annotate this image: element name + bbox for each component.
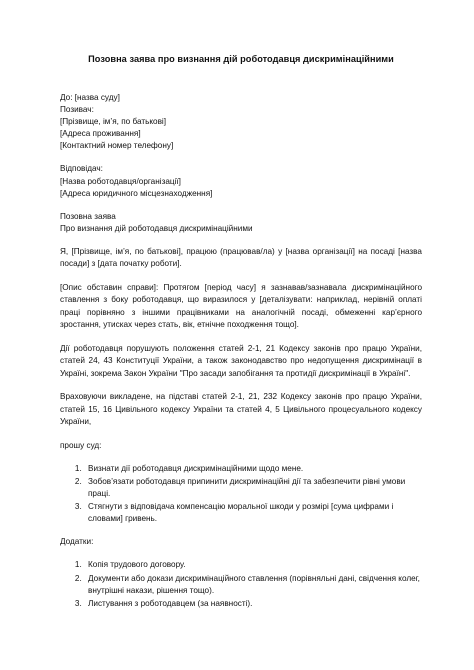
defendant-name: [Назва роботодавця/організації]: [60, 176, 181, 186]
list-item: 3. Листування з роботодавцем (за наявності).: [84, 598, 422, 610]
plaintiff-label: Позивач:: [60, 105, 94, 115]
claim-heading-block: [60, 211, 422, 235]
plaintiff-address: [Адреса проживання]: [60, 129, 141, 139]
defendant-address: [Адреса юридичного місцезнаходження]: [60, 188, 213, 198]
list-item: 1. Визнати дії роботодавця дискримінаційними щодо мене.: [84, 463, 422, 475]
list-item: 2. Зобов’язати роботодавця припинити дискримінаційні дії та забезпечити рівні умови праці.: [84, 476, 422, 500]
list-item: 1. Копія трудового договору.: [84, 559, 422, 571]
paragraph-employment: Я, [Прізвище, ім’я, по батькові], працюю (працював/ла) у [назва організації] на посаді [назва посади] з [дата початку роботи].: [60, 246, 422, 269]
list-item: 3. Стягнути з відповідача компенсацію моральної шкоди у розмірі [сума цифрами і словами] гривень.: [84, 501, 422, 525]
court-plaintiff-block: [60, 92, 422, 152]
defendant-label: Відповідач:: [60, 164, 103, 174]
paragraph-circumstances: [Опис обставин справи]: Протягом [період часу] я зазнавав/зазнавала дискримінаційного ставлення з боку роботодавця, що виразилося у [деталізувати: наприклад, нерівній оплаті праці порівняно з іншими працівниками на аналогічній посаді, обмеженні кар’єрного зростання, утисках через стать, вік, етнічне походження тощо].: [60, 282, 422, 330]
claim-heading: Позовна заява: [60, 211, 116, 221]
paragraph-grounds: Враховуючи викладене, на підставі статей 2-1, 21, 232 Кодексу законів про працю України, статей 15, 16 Цивільного кодексу України та статей 4, 5 Цивільного процесуального кодексу України,: [60, 392, 422, 427]
plaintiff-phone: [Контактний номер телефону]: [60, 141, 174, 151]
paragraph-legal-basis: Дії роботодавця порушують положення статей 2-1, 21 Кодексу законів про працю України, статей 24, 43 Конституції України, а також законодавство про недопущення дискримінації в Україні, зокрема Закон України "Про засади запобігання та протидії дискримінації в Україні".: [60, 343, 422, 378]
request-list: [60, 463, 422, 525]
court-line: До: [назва суду]: [60, 93, 120, 102]
plaintiff-name: [Прізвище, ім’я, по батькові]: [60, 117, 167, 127]
claim-subject: Про визнання дій роботодавця дискримінаційними: [60, 223, 253, 233]
attachments-list: [60, 559, 422, 609]
list-item: 2. Документи або докази дискримінаційного ставлення (порівняльні дані, свідчення колег, внутрішні накази, рішення тощо).: [84, 573, 422, 597]
document-title: Позовна заява про визнання дій роботодавця дискримінаційними: [88, 54, 394, 64]
defendant-block: [60, 163, 422, 199]
request-label: прошу суд:: [60, 440, 102, 450]
attachments-label: Додатки:: [60, 537, 94, 547]
